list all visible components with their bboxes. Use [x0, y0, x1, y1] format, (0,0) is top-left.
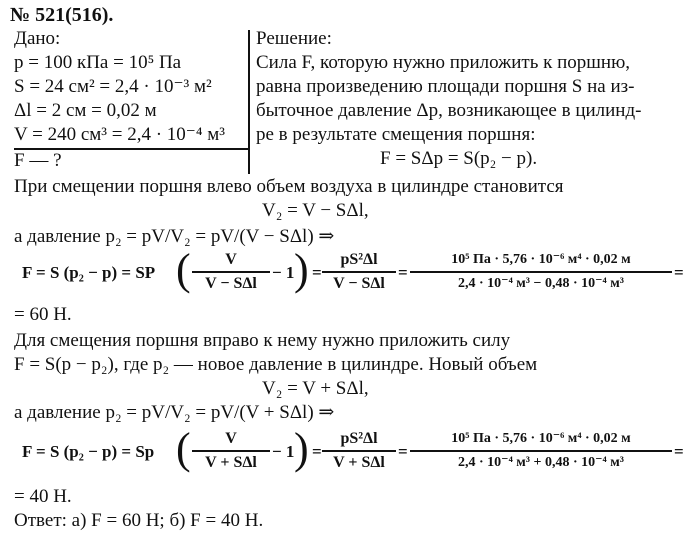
part2-equals-3: = — [674, 442, 684, 461]
part2-equals-1: = — [312, 442, 322, 461]
given-area: S = 24 см² = 2,4 · 10⁻³ м² — [14, 76, 212, 97]
part2-open-paren: ( — [176, 424, 191, 473]
solution-formula: F = SΔp = S(p₂ − p). — [380, 148, 538, 169]
part2-symbolic-den: V + SΔl — [333, 454, 385, 471]
fraction-bar — [322, 271, 396, 273]
given-displacement: Δl = 2 см = 0,02 м — [14, 100, 157, 121]
given-label: Дано: — [14, 28, 61, 49]
part1-force-lhs: F = S (p₂ − p) = SP — [22, 263, 156, 282]
part2-symbolic-num: pS²Δl — [340, 430, 378, 447]
fraction-bar — [410, 450, 672, 452]
part2-equals-2: = — [398, 442, 408, 461]
part2-paren-tail: − 1 — [272, 442, 295, 461]
part1-symbolic-num: pS²Δl — [340, 251, 378, 268]
fraction-bar — [192, 271, 270, 273]
part2-pressure-formula: а давление p₂ = pV/V₂ = pV/(V + SΔl) ⇒ — [14, 402, 335, 423]
part1-paren-num: V — [225, 251, 237, 268]
part2-volume-formula: V₂ = V + SΔl, — [262, 378, 369, 399]
part1-numeric-num: 10⁵ Па · 5,76 · 10⁻⁶ м⁴ · 0,02 м — [451, 252, 631, 267]
vertical-divider — [248, 30, 250, 174]
part1-pressure-formula: а давление p₂ = pV/V₂ = pV/(V − SΔl) ⇒ — [14, 226, 335, 247]
part2-numeric-den: 2,4 · 10⁻⁴ м³ + 0,48 · 10⁻⁴ м³ — [458, 455, 624, 470]
part1-open-paren: ( — [176, 245, 191, 294]
solution-line-1: Сила F, которую нужно приложить к поршню, — [256, 52, 631, 73]
part1-volume-formula: V₂ = V − SΔl, — [262, 200, 369, 221]
part2-line-1: Для смещения поршня вправо к нему нужно приложить силу — [14, 330, 511, 351]
solution-line-2: равна произведению площади поршня S на из- — [256, 76, 635, 97]
part2-line-2: F = S(p − p₂), где p₂ — новое давление в цилиндре. Новый объем — [14, 354, 538, 375]
find-label: F — ? — [14, 150, 62, 171]
part1-numeric-den: 2,4 · 10⁻⁴ м³ − 0,48 · 10⁻⁴ м³ — [458, 276, 624, 291]
part2-paren-den: V + SΔl — [205, 454, 257, 471]
part2-force-lhs: F = S (p₂ − p) = Sp — [22, 442, 155, 461]
part1-equals-3: = — [674, 263, 684, 282]
part1-paren-tail: − 1 — [272, 263, 295, 282]
solution-label: Решение: — [256, 28, 332, 49]
part1-line-1: При смещении поршня влево объем воздуха в цилиндре становится — [14, 176, 564, 197]
part1-paren-den: V − SΔl — [205, 275, 257, 292]
answer-line: Ответ: а) F = 60 Н; б) F = 40 Н. — [14, 510, 264, 531]
part1-paren-fraction — [192, 250, 270, 294]
part2-numeric-num: 10⁵ Па · 5,76 · 10⁻⁶ м⁴ · 0,02 м — [451, 431, 631, 446]
given-pressure: p = 100 кПа = 10⁵ Па — [14, 52, 182, 73]
part1-numeric-fraction — [410, 250, 672, 294]
fraction-bar — [410, 271, 672, 273]
part1-equals-2: = — [398, 263, 408, 282]
solution-line-4: ре в результате смещения поршня: — [256, 124, 536, 145]
part1-close-paren: ) — [294, 245, 309, 294]
given-volume: V = 240 см³ = 2,4 · 10⁻⁴ м³ — [14, 124, 225, 145]
part2-numeric-fraction — [410, 429, 672, 473]
part2-symbolic-fraction — [322, 429, 396, 473]
part2-result: = 40 Н. — [14, 486, 72, 507]
solution-line-3: быточное давление Δp, возникающее в цилинд- — [256, 100, 642, 121]
part2-close-paren: ) — [294, 424, 309, 473]
part1-equals-1: = — [312, 263, 322, 282]
part2-paren-fraction — [192, 429, 270, 473]
fraction-bar — [322, 450, 396, 452]
part2-paren-num: V — [225, 430, 237, 447]
part1-symbolic-fraction — [322, 250, 396, 294]
fraction-bar — [192, 450, 270, 452]
part1-result: = 60 Н. — [14, 304, 72, 325]
problem-number: № 521(516). — [10, 4, 114, 26]
part1-symbolic-den: V − SΔl — [333, 275, 385, 292]
